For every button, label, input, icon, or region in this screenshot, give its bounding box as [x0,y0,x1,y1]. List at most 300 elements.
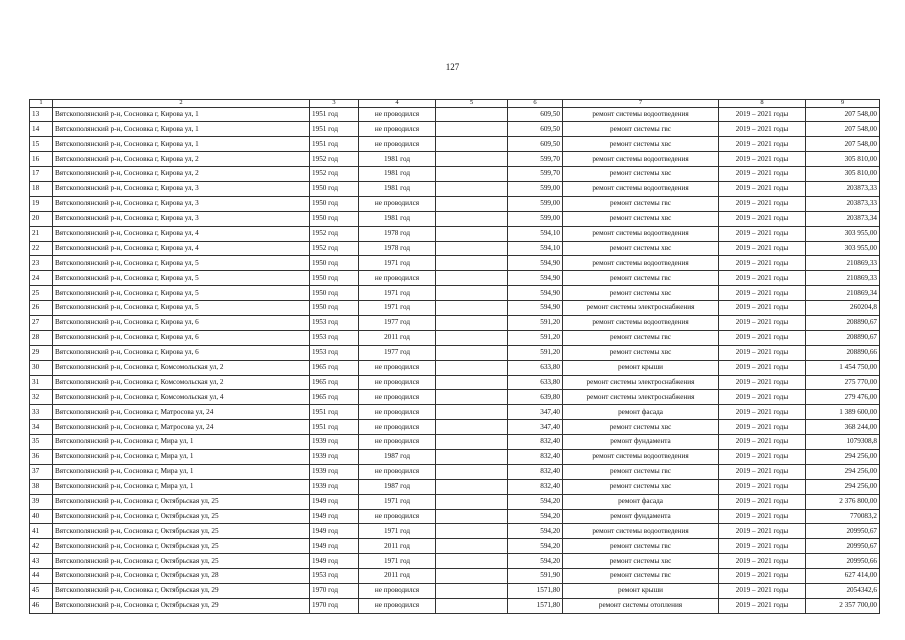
last-repair-cell: не проводился [359,390,436,405]
work-type-cell: ремонт системы хвс [563,345,719,360]
last-repair-cell: не проводился [359,107,436,122]
last-repair-cell: 1971 год [359,554,436,569]
address-cell: Вятскополянский р-н, Сосновка г, Кирова ул, 2 [53,167,310,182]
last-repair-cell: 2011 год [359,569,436,584]
table-row [30,524,880,539]
address-cell: Вятскополянский р-н, Сосновка г, Мира ул, 1 [53,449,310,464]
period-cell: 2019 – 2021 годы [719,301,806,316]
build-year-cell: 1970 год [310,598,359,613]
cost-cell: 1079308,8 [806,435,880,450]
area-cell: 594,90 [508,301,563,316]
empty-cell [436,152,508,167]
row-number-cell: 34 [30,420,53,435]
last-repair-cell: 1971 год [359,256,436,271]
period-cell: 2019 – 2021 годы [719,241,806,256]
period-cell: 2019 – 2021 годы [719,435,806,450]
build-year-cell: 1953 год [310,569,359,584]
table-row [30,464,880,479]
address-cell: Вятскополянский р-н, Сосновка г, Кирова ул, 6 [53,345,310,360]
work-type-cell: ремонт системы гвс [563,464,719,479]
area-cell: 594,20 [508,554,563,569]
build-year-cell: 1951 год [310,405,359,420]
row-number-cell: 39 [30,494,53,509]
area-cell: 609,50 [508,122,563,137]
last-repair-cell: 1978 год [359,226,436,241]
work-type-cell: ремонт фасада [563,494,719,509]
last-repair-cell: 1981 год [359,152,436,167]
address-cell: Вятскополянский р-н, Сосновка г, Комсомольская ул, 2 [53,360,310,375]
address-cell: Вятскополянский р-н, Сосновка г, Матросова ул, 24 [53,420,310,435]
address-cell: Вятскополянский р-н, Сосновка г, Мира ул, 1 [53,435,310,450]
last-repair-cell: не проводился [359,405,436,420]
work-type-cell: ремонт системы гвс [563,196,719,211]
period-cell: 2019 – 2021 годы [719,271,806,286]
work-type-cell: ремонт системы водоотведения [563,152,719,167]
empty-cell [436,420,508,435]
area-cell: 594,90 [508,286,563,301]
work-type-cell: ремонт системы хвс [563,241,719,256]
empty-cell [436,271,508,286]
cost-cell: 209950,66 [806,554,880,569]
address-cell: Вятскополянский р-н, Сосновка г, Кирова ул, 4 [53,226,310,241]
period-cell: 2019 – 2021 годы [719,360,806,375]
area-cell: 639,80 [508,390,563,405]
row-number-cell: 27 [30,315,53,330]
table-row [30,509,880,524]
last-repair-cell: 2011 год [359,539,436,554]
table-row [30,360,880,375]
area-cell: 347,40 [508,420,563,435]
last-repair-cell: не проводился [359,196,436,211]
area-cell: 594,20 [508,524,563,539]
address-cell: Вятскополянский р-н, Сосновка г, Кирова ул, 2 [53,152,310,167]
address-cell: Вятскополянский р-н, Сосновка г, Комсомольская ул, 4 [53,390,310,405]
cost-cell: 209950,67 [806,539,880,554]
period-cell: 2019 – 2021 годы [719,509,806,524]
cost-cell: 2 357 700,00 [806,598,880,613]
col-header-6: 6 [508,100,563,108]
row-number-cell: 14 [30,122,53,137]
empty-cell [436,569,508,584]
row-number-cell: 37 [30,464,53,479]
repair-program-table [29,99,880,614]
period-cell: 2019 – 2021 годы [719,167,806,182]
build-year-cell: 1953 год [310,345,359,360]
last-repair-cell: 1977 год [359,315,436,330]
empty-cell [436,256,508,271]
build-year-cell: 1970 год [310,584,359,599]
empty-cell [436,405,508,420]
empty-cell [436,360,508,375]
address-cell: Вятскополянский р-н, Сосновка г, Кирова ул, 1 [53,122,310,137]
period-cell: 2019 – 2021 годы [719,330,806,345]
last-repair-cell: не проводился [359,271,436,286]
address-cell: Вятскополянский р-н, Сосновка г, Кирова ул, 3 [53,196,310,211]
work-type-cell: ремонт системы отопления [563,598,719,613]
build-year-cell: 1950 год [310,181,359,196]
build-year-cell: 1949 год [310,494,359,509]
last-repair-cell: 1981 год [359,181,436,196]
area-cell: 633,80 [508,360,563,375]
area-cell: 599,00 [508,196,563,211]
build-year-cell: 1952 год [310,241,359,256]
last-repair-cell: не проводился [359,137,436,152]
empty-cell [436,286,508,301]
work-type-cell: ремонт системы гвс [563,330,719,345]
cost-cell: 627 414,00 [806,569,880,584]
address-cell: Вятскополянский р-н, Сосновка г, Мира ул, 1 [53,479,310,494]
work-type-cell: ремонт системы хвс [563,554,719,569]
build-year-cell: 1952 год [310,152,359,167]
row-number-cell: 33 [30,405,53,420]
row-number-cell: 46 [30,598,53,613]
empty-cell [436,315,508,330]
col-header-3: 3 [310,100,359,108]
row-number-cell: 36 [30,449,53,464]
row-number-cell: 16 [30,152,53,167]
col-header-7: 7 [563,100,719,108]
col-header-9: 9 [806,100,880,108]
table-row [30,107,880,122]
address-cell: Вятскополянский р-н, Сосновка г, Кирова ул, 1 [53,137,310,152]
build-year-cell: 1939 год [310,449,359,464]
period-cell: 2019 – 2021 годы [719,420,806,435]
empty-cell [436,375,508,390]
period-cell: 2019 – 2021 годы [719,375,806,390]
address-cell: Вятскополянский р-н, Сосновка г, Кирова ул, 3 [53,211,310,226]
table-row [30,554,880,569]
period-cell: 2019 – 2021 годы [719,584,806,599]
build-year-cell: 1950 год [310,196,359,211]
address-cell: Вятскополянский р-н, Сосновка г, Кирова ул, 4 [53,241,310,256]
table-row [30,405,880,420]
period-cell: 2019 – 2021 годы [719,598,806,613]
empty-cell [436,584,508,599]
last-repair-cell: 1987 год [359,479,436,494]
area-cell: 594,20 [508,509,563,524]
table-row [30,494,880,509]
work-type-cell: ремонт системы гвс [563,271,719,286]
cost-cell: 208890,67 [806,330,880,345]
area-cell: 591,20 [508,345,563,360]
empty-cell [436,464,508,479]
work-type-cell: ремонт системы водоотведения [563,226,719,241]
work-type-cell: ремонт системы водоотведения [563,107,719,122]
last-repair-cell: не проводился [359,509,436,524]
work-type-cell: ремонт системы хвс [563,211,719,226]
row-number-cell: 17 [30,167,53,182]
address-cell: Вятскополянский р-н, Сосновка г, Кирова ул, 6 [53,315,310,330]
period-cell: 2019 – 2021 годы [719,524,806,539]
cost-cell: 1 454 750,00 [806,360,880,375]
table-row [30,569,880,584]
area-cell: 633,80 [508,375,563,390]
build-year-cell: 1953 год [310,330,359,345]
empty-cell [436,554,508,569]
period-cell: 2019 – 2021 годы [719,256,806,271]
row-number-cell: 35 [30,435,53,450]
cost-cell: 210869,34 [806,286,880,301]
cost-cell: 203873,33 [806,181,880,196]
col-header-1: 1 [30,100,53,108]
empty-cell [436,479,508,494]
cost-cell: 210869,33 [806,271,880,286]
last-repair-cell: 1981 год [359,167,436,182]
area-cell: 591,20 [508,315,563,330]
table-body [30,107,880,613]
table-row [30,449,880,464]
last-repair-cell: 1971 год [359,524,436,539]
empty-cell [436,330,508,345]
empty-cell [436,107,508,122]
table-row [30,584,880,599]
area-cell: 609,50 [508,107,563,122]
table-row [30,196,880,211]
table-row [30,152,880,167]
period-cell: 2019 – 2021 годы [719,137,806,152]
table-row [30,390,880,405]
work-type-cell: ремонт системы водоотведения [563,524,719,539]
last-repair-cell: 1971 год [359,301,436,316]
table-row [30,598,880,613]
cost-cell: 1 389 600,00 [806,405,880,420]
table-row [30,181,880,196]
work-type-cell: ремонт системы электроснабжения [563,390,719,405]
row-number-cell: 43 [30,554,53,569]
cost-cell: 260204,8 [806,301,880,316]
row-number-cell: 15 [30,137,53,152]
period-cell: 2019 – 2021 годы [719,226,806,241]
period-cell: 2019 – 2021 годы [719,345,806,360]
cost-cell: 275 770,00 [806,375,880,390]
work-type-cell: ремонт фундамента [563,509,719,524]
empty-cell [436,539,508,554]
cost-cell: 203873,34 [806,211,880,226]
work-type-cell: ремонт системы водоотведения [563,315,719,330]
build-year-cell: 1950 год [310,271,359,286]
period-cell: 2019 – 2021 годы [719,494,806,509]
build-year-cell: 1965 год [310,360,359,375]
area-cell: 599,00 [508,211,563,226]
empty-cell [436,241,508,256]
work-type-cell: ремонт системы хвс [563,286,719,301]
table-row [30,122,880,137]
work-type-cell: ремонт системы электроснабжения [563,301,719,316]
cost-cell: 209950,67 [806,524,880,539]
address-cell: Вятскополянский р-н, Сосновка г, Кирова ул, 5 [53,301,310,316]
empty-cell [436,181,508,196]
work-type-cell: ремонт системы гвс [563,539,719,554]
address-cell: Вятскополянский р-н, Сосновка г, Октябрьская ул, 25 [53,494,310,509]
build-year-cell: 1949 год [310,509,359,524]
build-year-cell: 1950 год [310,286,359,301]
address-cell: Вятскополянский р-н, Сосновка г, Матросова ул, 24 [53,405,310,420]
col-header-4: 4 [359,100,436,108]
area-cell: 591,20 [508,330,563,345]
last-repair-cell: 1981 год [359,211,436,226]
period-cell: 2019 – 2021 годы [719,107,806,122]
row-number-cell: 19 [30,196,53,211]
table-row [30,137,880,152]
work-type-cell: ремонт системы гвс [563,569,719,584]
area-cell: 594,90 [508,256,563,271]
area-cell: 594,10 [508,241,563,256]
empty-cell [436,196,508,211]
address-cell: Вятскополянский р-н, Сосновка г, Октябрьская ул, 25 [53,554,310,569]
cost-cell: 210869,33 [806,256,880,271]
work-type-cell: ремонт фасада [563,405,719,420]
empty-cell [436,137,508,152]
work-type-cell: ремонт крыши [563,360,719,375]
period-cell: 2019 – 2021 годы [719,286,806,301]
period-cell: 2019 – 2021 годы [719,211,806,226]
address-cell: Вятскополянский р-н, Сосновка г, Октябрьская ул, 25 [53,524,310,539]
empty-cell [436,226,508,241]
row-number-cell: 32 [30,390,53,405]
period-cell: 2019 – 2021 годы [719,196,806,211]
empty-cell [436,390,508,405]
period-cell: 2019 – 2021 годы [719,390,806,405]
empty-cell [436,345,508,360]
period-cell: 2019 – 2021 годы [719,152,806,167]
last-repair-cell: не проводился [359,375,436,390]
page-number: 127 [445,62,460,72]
address-cell: Вятскополянский р-н, Сосновка г, Кирова ул, 3 [53,181,310,196]
last-repair-cell: 2011 год [359,330,436,345]
area-cell: 594,20 [508,539,563,554]
build-year-cell: 1965 год [310,375,359,390]
period-cell: 2019 – 2021 годы [719,315,806,330]
table-row [30,420,880,435]
row-number-cell: 22 [30,241,53,256]
address-cell: Вятскополянский р-н, Сосновка г, Кирова ул, 5 [53,271,310,286]
area-cell: 832,40 [508,464,563,479]
area-cell: 832,40 [508,479,563,494]
row-number-cell: 38 [30,479,53,494]
row-number-cell: 23 [30,256,53,271]
table-row [30,256,880,271]
cost-cell: 2054342,6 [806,584,880,599]
cost-cell: 305 810,00 [806,152,880,167]
cost-cell: 305 810,00 [806,167,880,182]
table-row [30,479,880,494]
period-cell: 2019 – 2021 годы [719,405,806,420]
cost-cell: 770083,2 [806,509,880,524]
empty-cell [436,301,508,316]
cost-cell: 279 476,00 [806,390,880,405]
table-row [30,345,880,360]
table-row [30,330,880,345]
area-cell: 599,70 [508,167,563,182]
period-cell: 2019 – 2021 годы [719,554,806,569]
last-repair-cell: не проводился [359,360,436,375]
build-year-cell: 1939 год [310,464,359,479]
cost-cell: 303 955,00 [806,241,880,256]
period-cell: 2019 – 2021 годы [719,539,806,554]
last-repair-cell: не проводился [359,584,436,599]
build-year-cell: 1949 год [310,524,359,539]
address-cell: Вятскополянский р-н, Сосновка г, Кирова ул, 6 [53,330,310,345]
build-year-cell: 1951 год [310,137,359,152]
area-cell: 594,20 [508,494,563,509]
table-row [30,315,880,330]
row-number-cell: 25 [30,286,53,301]
address-cell: Вятскополянский р-н, Сосновка г, Кирова ул, 1 [53,107,310,122]
cost-cell: 368 244,00 [806,420,880,435]
cost-cell: 208890,67 [806,315,880,330]
work-type-cell: ремонт системы гвс [563,122,719,137]
area-cell: 832,40 [508,449,563,464]
last-repair-cell: 1971 год [359,286,436,301]
last-repair-cell: не проводился [359,598,436,613]
row-number-cell: 45 [30,584,53,599]
last-repair-cell: не проводился [359,435,436,450]
work-type-cell: ремонт крыши [563,584,719,599]
cost-cell: 294 256,00 [806,464,880,479]
row-number-cell: 24 [30,271,53,286]
work-type-cell: ремонт системы электроснабжения [563,375,719,390]
address-cell: Вятскополянский р-н, Сосновка г, Октябрьская ул, 29 [53,584,310,599]
work-type-cell: ремонт системы хвс [563,479,719,494]
last-repair-cell: не проводился [359,420,436,435]
table-row [30,167,880,182]
work-type-cell: ремонт системы хвс [563,420,719,435]
last-repair-cell: 1987 год [359,449,436,464]
build-year-cell: 1951 год [310,420,359,435]
build-year-cell: 1949 год [310,539,359,554]
address-cell: Вятскополянский р-н, Сосновка г, Октябрьская ул, 25 [53,509,310,524]
cost-cell: 294 256,00 [806,479,880,494]
address-cell: Вятскополянский р-н, Сосновка г, Мира ул, 1 [53,464,310,479]
address-cell: Вятскополянский р-н, Сосновка г, Комсомольская ул, 2 [53,375,310,390]
empty-cell [436,167,508,182]
table-row [30,226,880,241]
period-cell: 2019 – 2021 годы [719,122,806,137]
build-year-cell: 1939 год [310,479,359,494]
cost-cell: 2 376 800,00 [806,494,880,509]
area-cell: 591,90 [508,569,563,584]
work-type-cell: ремонт фундамента [563,435,719,450]
table-row [30,211,880,226]
last-repair-cell: не проводился [359,122,436,137]
last-repair-cell: 1978 год [359,241,436,256]
last-repair-cell: 1977 год [359,345,436,360]
cost-cell: 203873,33 [806,196,880,211]
empty-cell [436,509,508,524]
cost-cell: 303 955,00 [806,226,880,241]
build-year-cell: 1965 год [310,390,359,405]
build-year-cell: 1952 год [310,167,359,182]
table-row [30,241,880,256]
area-cell: 599,70 [508,152,563,167]
row-number-cell: 44 [30,569,53,584]
period-cell: 2019 – 2021 годы [719,464,806,479]
build-year-cell: 1949 год [310,554,359,569]
work-type-cell: ремонт системы водоотведения [563,181,719,196]
row-number-cell: 13 [30,107,53,122]
row-number-cell: 30 [30,360,53,375]
table-header-row [30,100,880,108]
address-cell: Вятскополянский р-н, Сосновка г, Кирова ул, 5 [53,256,310,271]
work-type-cell: ремонт системы хвс [563,137,719,152]
empty-cell [436,122,508,137]
build-year-cell: 1939 год [310,435,359,450]
address-cell: Вятскополянский р-н, Сосновка г, Октябрьская ул, 25 [53,539,310,554]
last-repair-cell: 1971 год [359,494,436,509]
last-repair-cell: не проводился [359,464,436,479]
cost-cell: 207 548,00 [806,122,880,137]
row-number-cell: 28 [30,330,53,345]
